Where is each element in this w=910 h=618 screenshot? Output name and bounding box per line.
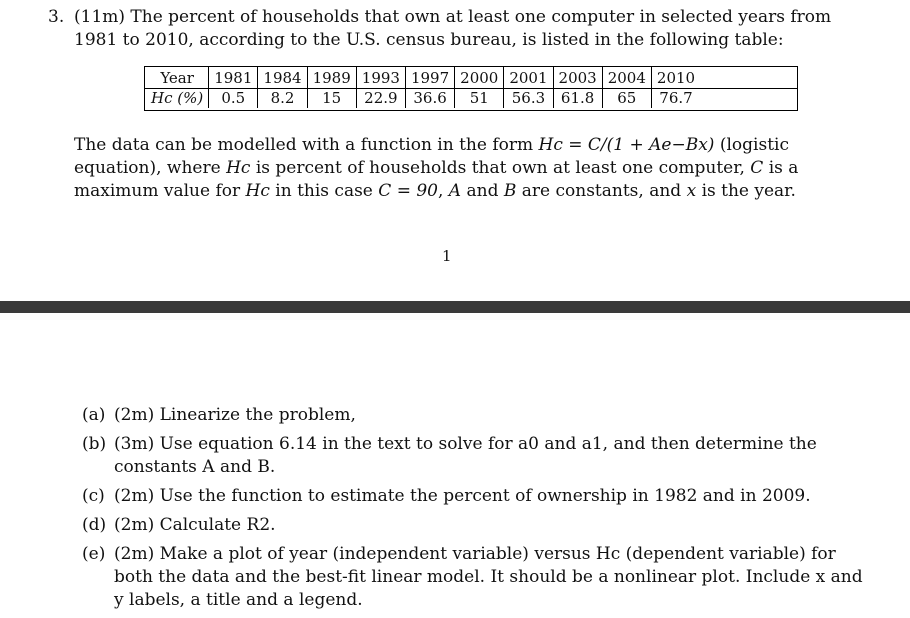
- value-cell: 36.6: [405, 88, 454, 108]
- variable-hc: Hc: [226, 158, 251, 178]
- page-separator: [0, 301, 910, 313]
- model-description: [74, 134, 874, 203]
- part-label: (c): [82, 486, 105, 506]
- text-span: is percent of households that own at least one computer,: [250, 158, 751, 178]
- text-span: (logistic equation), where: [74, 135, 789, 178]
- list-item: [82, 404, 872, 427]
- variable-x: x: [686, 181, 697, 201]
- value-cell: 8.2: [258, 88, 307, 108]
- part-text: (2m) Use the function to estimate the percent of ownership in 1982 and in 2009.: [114, 486, 811, 506]
- value-cell: 76.7: [651, 88, 700, 108]
- text-span: is a maximum value for: [74, 158, 799, 201]
- part-text: (2m) Calculate R2.: [114, 515, 276, 535]
- row-header-year: Year: [160, 69, 194, 87]
- sub-questions: [82, 404, 872, 618]
- part-text: (2m) Linearize the problem,: [114, 405, 356, 425]
- part-text: (2m) Make a plot of year (independent variable) versus Hc (dependent variable) for both the data and the best-fit linear model. It should be a nonlinear plot. Include x and y labels, a title and a legend.: [114, 544, 863, 610]
- problem-intro: (11m) The percent of households that own at least one computer in selected years from 1981 to 2010, according to the U.S. census bureau, is listed in the following table:: [74, 7, 832, 50]
- table-row-year: [146, 67, 700, 88]
- year-cell: 2001: [504, 67, 553, 88]
- year-cell: 1981: [209, 67, 258, 88]
- value-cell: 22.9: [356, 88, 405, 108]
- part-text: (3m) Use equation 6.14 in the text to solve for a0 and a1, and then determine the constants A and B.: [114, 434, 817, 477]
- year-cell: 2010: [651, 67, 700, 88]
- year-cell: 1989: [307, 67, 356, 88]
- value-cell: 0.5: [209, 88, 258, 108]
- text-span: in this case: [269, 181, 379, 201]
- value-cell: 56.3: [504, 88, 553, 108]
- part-label: (e): [82, 544, 106, 564]
- year-cell: 2000: [455, 67, 504, 88]
- text-span: and: [461, 181, 504, 201]
- problem-number: 3.: [48, 7, 65, 27]
- list-item: [82, 543, 872, 612]
- page-number: 1: [442, 247, 452, 265]
- year-cell: 2003: [553, 67, 602, 88]
- table-row-hc: [146, 88, 700, 108]
- variable-hc: Hc: [245, 181, 270, 201]
- list-item: [82, 485, 872, 508]
- year-cell: 1993: [356, 67, 405, 88]
- text-span: is the year.: [696, 181, 796, 201]
- value-cell: 51: [455, 88, 504, 108]
- year-cell: 1997: [405, 67, 454, 88]
- part-label: (d): [82, 515, 107, 535]
- text-span: The data can be modelled with a function in the form: [74, 135, 539, 155]
- value-cell: 65: [602, 88, 651, 108]
- variable-c: C: [750, 158, 764, 178]
- variable-a: A: [448, 181, 462, 201]
- part-label: (b): [82, 434, 107, 454]
- text-span: ,: [437, 181, 449, 201]
- part-label: (a): [82, 405, 106, 425]
- variable-b: B: [503, 181, 517, 201]
- year-cell: 1984: [258, 67, 307, 88]
- data-table: [146, 67, 700, 108]
- year-cell: 2004: [602, 67, 651, 88]
- list-item: [82, 433, 872, 479]
- value-cell: 61.8: [553, 88, 602, 108]
- c-value: C = 90: [378, 181, 438, 201]
- logistic-formula: Hc = C/(1 + Ae−Bx): [538, 135, 715, 155]
- list-item: [82, 514, 872, 537]
- text-span: are constants, and: [516, 181, 687, 201]
- problem-statement: [48, 6, 876, 52]
- value-cell: 15: [307, 88, 356, 108]
- row-header-hc: Hc (%): [151, 89, 204, 107]
